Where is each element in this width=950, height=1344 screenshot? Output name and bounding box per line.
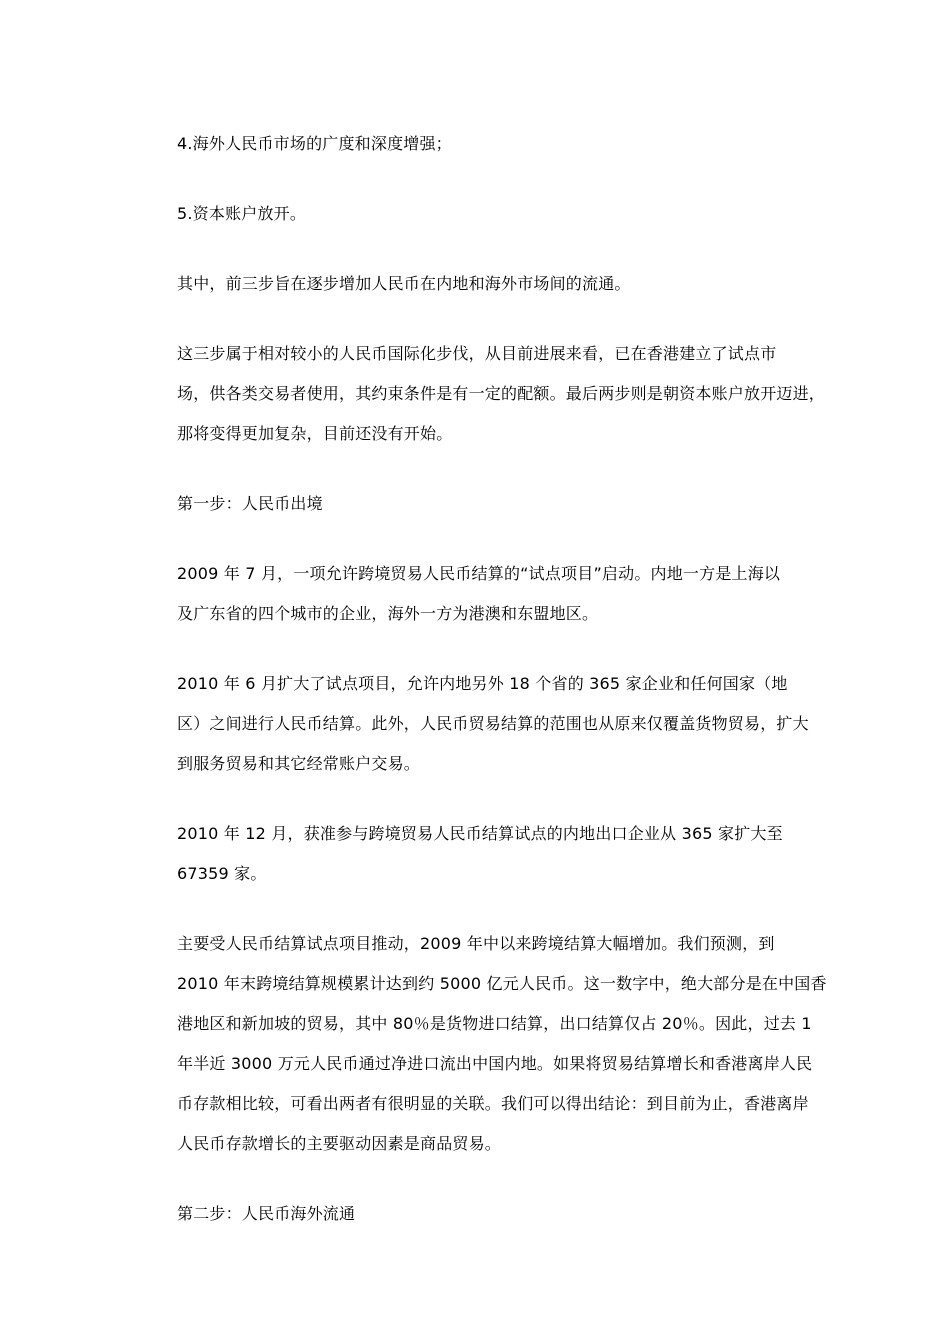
text-line: 2010 年末跨境结算规模累计达到约 5000 亿元人民币。这一数字中，绝大部分是在中国香 xyxy=(177,974,827,993)
text-line: 及广东省的四个城市的企业，海外一方为港澳和东盟地区。 xyxy=(177,604,599,623)
text-line: 5.资本账户放开。 xyxy=(177,204,307,223)
document-body xyxy=(145,124,827,1234)
text-line: 年半近 3000 万元人民币通过净进口流出中国内地。如果将贸易结算增长和香港离岸人民 xyxy=(177,1054,813,1073)
paragraph-summary xyxy=(145,264,811,304)
text-line: 2010 年 12 月，获准参与跨境贸易人民币结算试点的内地出口企业从 365 家扩大至 xyxy=(177,824,783,843)
heading-line: 第二步：人民币海外流通 xyxy=(177,1204,356,1223)
text-line: 币存款相比较，可看出两者有很明显的关联。我们可以得出结论：到目前为止，香港离岸 xyxy=(177,1094,809,1113)
paragraph-progress xyxy=(145,334,826,454)
section-heading-step-one xyxy=(145,484,811,524)
text-line: 场，供各类交易者使用，其约束条件是有一定的配额。最后两步则是朝资本账户放开迈进， xyxy=(177,384,826,403)
paragraph-item-4 xyxy=(145,124,811,164)
paragraph-2010-december xyxy=(145,814,811,894)
text-line: 67359 家。 xyxy=(177,864,267,883)
text-line: 2010 年 6 月扩大了试点项目，允许内地另外 18 个省的 365 家企业和任何国家（地 xyxy=(177,674,788,693)
section-heading-step-two xyxy=(145,1194,811,1234)
text-line: 2009 年 7 月，一项允许跨境贸易人民币结算的“试点项目”启动。内地一方是上海以 xyxy=(177,564,781,583)
text-line: 这三步属于相对较小的人民币国际化步伐，从目前进展来看，已在香港建立了试点市 xyxy=(177,344,777,363)
text-line: 4.海外人民币市场的广度和深度增强； xyxy=(177,134,452,153)
text-line: 区）之间进行人民币结算。此外，人民币贸易结算的范围也从原来仅覆盖货物贸易，扩大 xyxy=(177,714,809,733)
text-line: 主要受人民币结算试点项目推动，2009 年中以来跨境结算大幅增加。我们预测，到 xyxy=(177,934,775,953)
text-line: 人民币存款增长的主要驱动因素是商品贸易。 xyxy=(177,1134,502,1153)
paragraph-2010-june xyxy=(145,664,811,784)
paragraph-2009-pilot xyxy=(145,554,811,634)
paragraph-settlement-growth xyxy=(145,924,827,1164)
text-line: 那将变得更加复杂，目前还没有开始。 xyxy=(177,424,453,443)
text-line: 港地区和新加坡的贸易，其中 80％是货物进口结算，出口结算仅占 20％。因此，过去 1 xyxy=(177,1014,812,1033)
text-line: 到服务贸易和其它经常账户交易。 xyxy=(177,754,421,773)
heading-line: 第一步：人民币出境 xyxy=(177,494,323,513)
text-line: 其中，前三步旨在逐步增加人民币在内地和海外市场间的流通。 xyxy=(177,274,631,293)
paragraph-item-5 xyxy=(145,194,811,234)
